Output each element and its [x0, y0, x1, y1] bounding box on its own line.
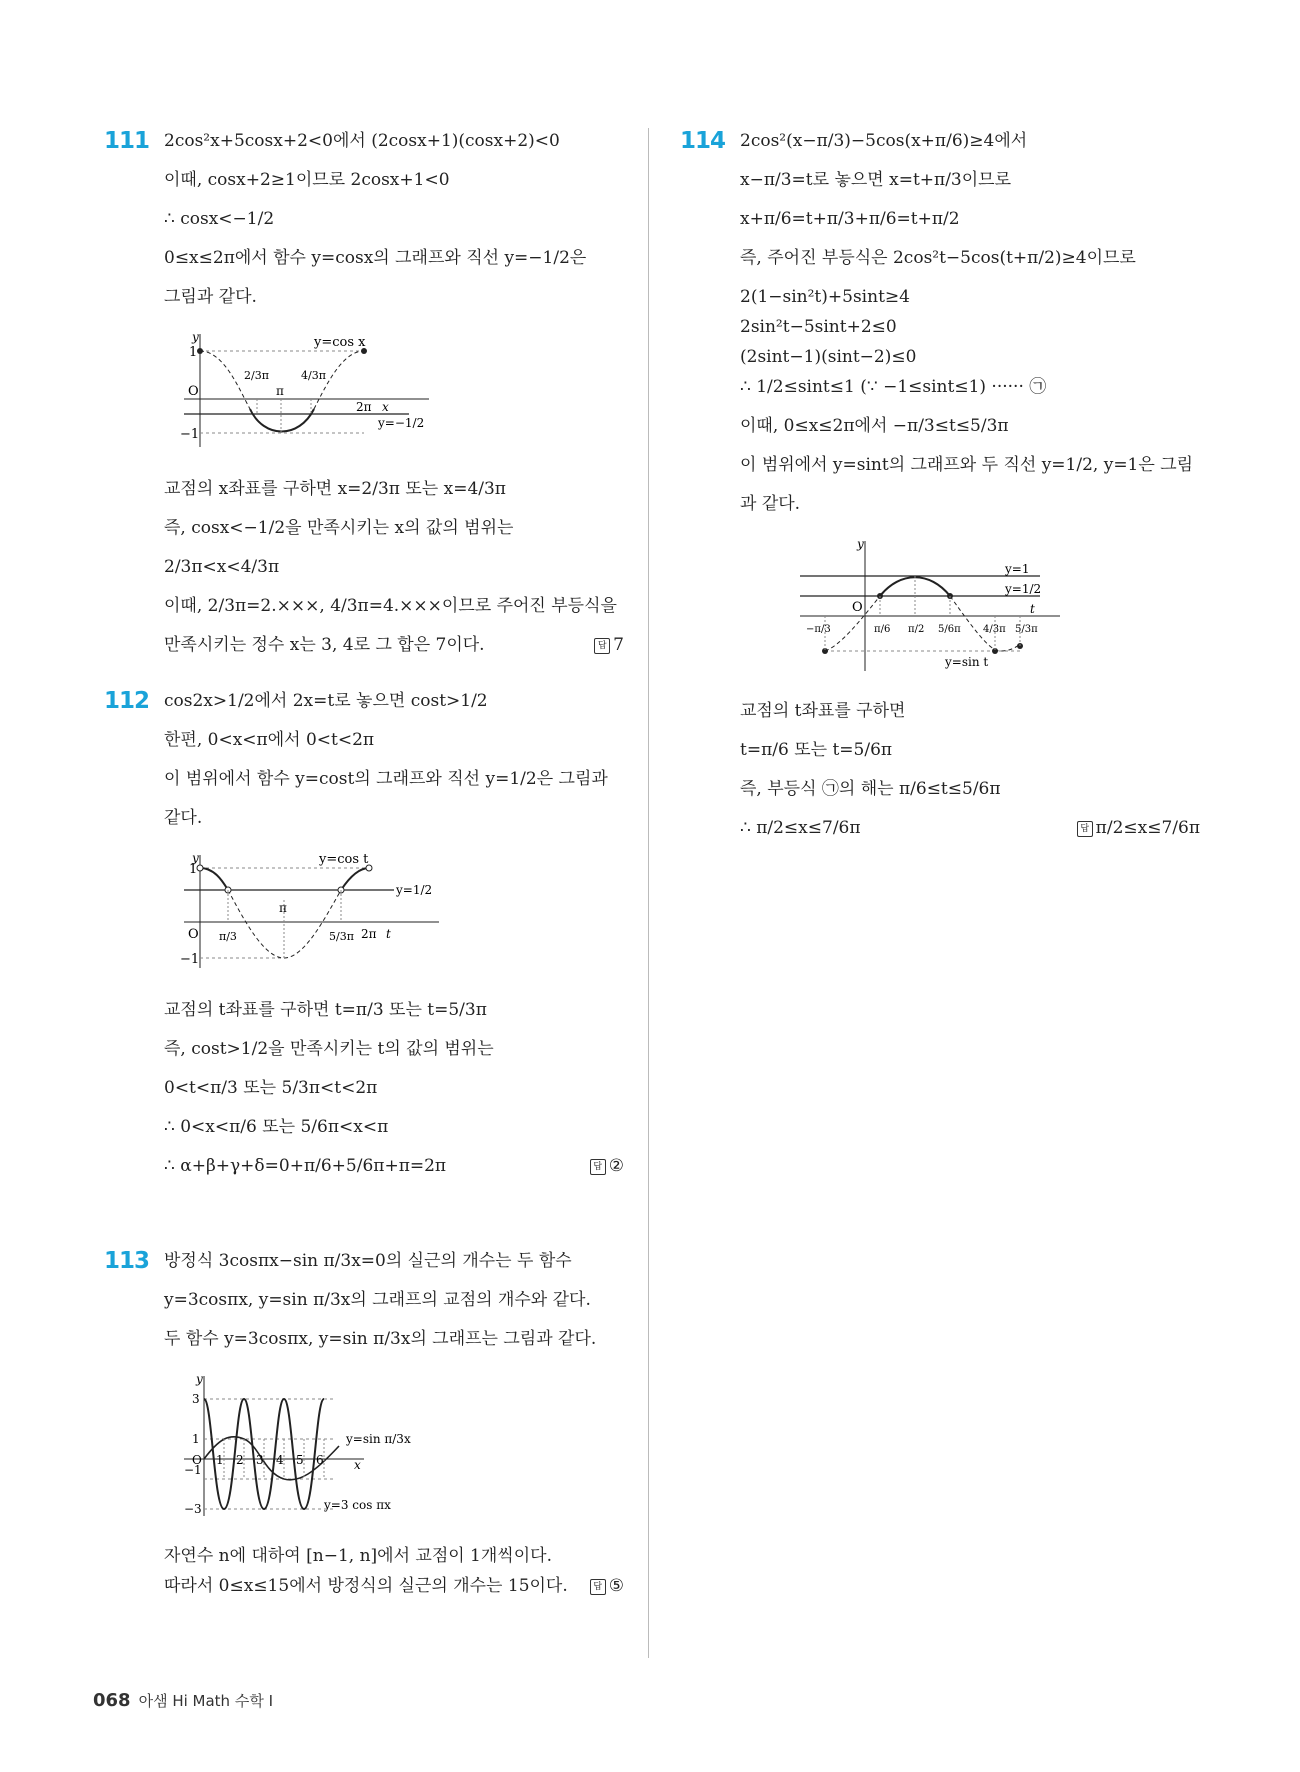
- answer-icon: 답: [590, 1159, 606, 1175]
- svg-text:5/6π: 5/6π: [938, 624, 961, 635]
- svg-text:π/6: π/6: [874, 624, 891, 635]
- solution-line: 과 같다.: [740, 494, 801, 514]
- answer-113: [590, 1573, 624, 1599]
- problem-number: 112: [104, 688, 150, 714]
- left-column: [104, 128, 624, 1612]
- solution-line: ∴ 1/2≤sint≤1 (∵ −1≤sint≤1) ······ ㉠: [740, 377, 1047, 397]
- solution-line: (2sint−1)(sint−2)≤0: [740, 347, 917, 367]
- svg-text:y=cos t: y=cos t: [319, 852, 369, 867]
- svg-text:5/3π: 5/3π: [329, 930, 354, 943]
- svg-text:5/3π: 5/3π: [1015, 624, 1038, 635]
- solution-line: 그림과 같다.: [164, 287, 257, 307]
- problem-114: [680, 128, 1200, 841]
- solution-line: 한편, 0<x<π에서 0<t<2π: [164, 730, 375, 750]
- svg-text:x: x: [354, 1458, 361, 1472]
- svg-text:π: π: [276, 384, 284, 398]
- problem-number: 113: [104, 1248, 150, 1274]
- solution-line: [164, 1573, 624, 1599]
- solution-line: 이때, cosx+2≥1이므로 2cosx+1<0: [164, 170, 450, 190]
- svg-text:2π: 2π: [361, 927, 377, 941]
- problem-number: 114: [680, 128, 726, 154]
- answer-icon: 답: [1077, 821, 1093, 837]
- answer-114: [1077, 815, 1200, 841]
- solution-line: ∴ 0<x<π/6 또는 5/6π<x<π: [164, 1117, 389, 1137]
- svg-text:1: 1: [189, 862, 198, 877]
- solution-line: 방정식 3cosπx−sin π/3x=0의 실근의 개수는 두 함수: [164, 1251, 572, 1271]
- right-column: [680, 128, 1200, 854]
- svg-text:−1: −1: [180, 427, 200, 442]
- answer-value: ⑤: [608, 1576, 624, 1596]
- svg-text:y=cos x: y=cos x: [314, 335, 366, 350]
- answer-value: 7: [613, 635, 624, 655]
- answer-icon: 답: [594, 638, 610, 654]
- solution-line: 2cos²(x−π/3)−5cos(x+π/6)≥4에서: [740, 131, 1028, 151]
- svg-text:1: 1: [192, 1432, 200, 1446]
- svg-text:5: 5: [296, 1453, 304, 1467]
- svg-text:−π/3: −π/3: [806, 624, 831, 635]
- solution-line: 교점의 t좌표를 구하면: [740, 701, 906, 721]
- graph-111: [164, 329, 464, 454]
- svg-text:π/3: π/3: [219, 930, 237, 943]
- solution-line: 0<t<π/3 또는 5/3π<t<2π: [164, 1078, 378, 1098]
- solution-line: ∴ cosx<−1/2: [164, 209, 275, 229]
- page-footer: [93, 1690, 273, 1711]
- svg-text:y: y: [196, 1372, 203, 1386]
- solution-line: [164, 1153, 624, 1179]
- svg-text:O: O: [188, 384, 199, 399]
- solution-text: 만족시키는 정수 x는 3, 4로 그 합은 7이다.: [164, 635, 485, 655]
- svg-text:O: O: [192, 1453, 202, 1467]
- answer-111: [594, 632, 624, 658]
- svg-text:4: 4: [276, 1453, 284, 1467]
- svg-text:O: O: [188, 927, 199, 942]
- solution-line: 이때, 0≤x≤2π에서 −π/3≤t≤5/3π: [740, 416, 1009, 436]
- svg-text:y: y: [857, 537, 864, 551]
- svg-text:−1: −1: [180, 952, 200, 967]
- answer-icon: 답: [590, 1579, 606, 1595]
- book-title: 아샘 Hi Math 수학 I: [138, 1692, 274, 1710]
- solution-line: 2/3π<x<4/3π: [164, 557, 280, 577]
- svg-text:y=1: y=1: [1005, 562, 1030, 576]
- problem-113: [104, 1248, 624, 1599]
- solution-line: 즉, cosx<−1/2을 만족시키는 x의 값의 범위는: [164, 518, 514, 538]
- solution-line: [740, 815, 1200, 841]
- problem-number: 111: [104, 128, 150, 154]
- solution-text: ∴ π/2≤x≤7/6π: [740, 818, 861, 838]
- solution-text: 따라서 0≤x≤15에서 방정식의 실근의 개수는 15이다.: [164, 1576, 568, 1596]
- svg-text:3: 3: [192, 1392, 200, 1406]
- solution-line: 교점의 x좌표를 구하면 x=2/3π 또는 x=4/3π: [164, 479, 506, 499]
- solution-line: 두 함수 y=3cosπx, y=sin π/3x의 그래프는 그림과 같다.: [164, 1329, 597, 1349]
- solution-line: 이때, 2/3π=2.×××, 4/3π=4.×××이므로 주어진 부등식을: [164, 596, 617, 616]
- solution-line: [164, 632, 624, 658]
- svg-text:3: 3: [256, 1453, 264, 1467]
- svg-text:1: 1: [189, 345, 198, 360]
- solution-line: 2(1−sin²t)+5sint≥4: [740, 287, 910, 307]
- solution-line: 교점의 t좌표를 구하면 t=π/3 또는 t=5/3π: [164, 1000, 487, 1020]
- solution-line: 0≤x≤2π에서 함수 y=cosx의 그래프와 직선 y=−1/2은: [164, 248, 587, 268]
- graph-113: [164, 1371, 464, 1521]
- problem-112: [104, 688, 624, 1248]
- svg-text:1: 1: [216, 1453, 224, 1467]
- svg-text:4/3π: 4/3π: [983, 624, 1006, 635]
- solution-line: x−π/3=t로 놓으면 x=t+π/3이므로: [740, 170, 1012, 190]
- svg-text:y: y: [192, 330, 199, 344]
- answer-112: [590, 1153, 624, 1179]
- solution-line: 2cos²x+5cosx+2<0에서 (2cosx+1)(cosx+2)<0: [164, 131, 560, 151]
- solution-line: t=π/6 또는 t=5/6π: [740, 740, 893, 760]
- svg-text:−3: −3: [184, 1502, 202, 1516]
- solution-line: x+π/6=t+π/3+π/6=t+π/2: [740, 209, 960, 229]
- solution-line: 즉, cost>1/2을 만족시키는 t의 값의 범위는: [164, 1039, 494, 1059]
- svg-text:x: x: [382, 400, 389, 414]
- svg-text:y: y: [192, 851, 199, 865]
- graph-112: [164, 850, 464, 975]
- svg-text:y=1/2: y=1/2: [396, 883, 433, 897]
- svg-text:π: π: [279, 901, 287, 915]
- svg-text:y=1/2: y=1/2: [1005, 582, 1042, 596]
- page-number: 068: [93, 1690, 131, 1711]
- svg-text:2π: 2π: [356, 400, 372, 414]
- svg-text:π/2: π/2: [908, 624, 925, 635]
- svg-text:t: t: [386, 927, 391, 941]
- solution-line: 이 범위에서 y=sint의 그래프와 두 직선 y=1/2, y=1은 그림: [740, 455, 1194, 475]
- solution-line: 자연수 n에 대하여 [n−1, n]에서 교점이 1개씩이다.: [164, 1546, 552, 1566]
- graph-114: [740, 536, 1080, 676]
- solution-line: 즉, 주어진 부등식은 2cos²t−5cos(t+π/2)≥4이므로: [740, 248, 1136, 268]
- solution-line: 즉, 부등식 ㉠의 해는 π/6≤t≤5/6π: [740, 779, 1001, 799]
- svg-text:O: O: [852, 600, 863, 615]
- svg-text:2/3π: 2/3π: [244, 369, 269, 382]
- svg-text:−1: −1: [184, 1463, 202, 1477]
- svg-text:y=sin t: y=sin t: [945, 655, 989, 669]
- svg-text:2: 2: [236, 1453, 244, 1467]
- solution-line: cos2x>1/2에서 2x=t로 놓으면 cost>1/2: [164, 691, 488, 711]
- solution-line: 같다.: [164, 808, 203, 828]
- solution-line: 2sin²t−5sint+2≤0: [740, 317, 897, 337]
- svg-text:6: 6: [316, 1453, 324, 1467]
- answer-value: ②: [608, 1156, 624, 1176]
- svg-text:y=sin π/3x: y=sin π/3x: [346, 1432, 411, 1446]
- column-divider: [648, 128, 649, 1658]
- svg-text:4/3π: 4/3π: [301, 369, 326, 382]
- problem-111: [104, 128, 624, 688]
- solution-line: 이 범위에서 함수 y=cost의 그래프와 직선 y=1/2은 그림과: [164, 769, 608, 789]
- svg-text:y=3 cos πx: y=3 cos πx: [324, 1498, 391, 1512]
- answer-value: π/2≤x≤7/6π: [1095, 818, 1200, 838]
- svg-text:y=−1/2: y=−1/2: [378, 416, 425, 430]
- solution-text: ∴ α+β+γ+δ=0+π/6+5/6π+π=2π: [164, 1156, 447, 1176]
- svg-text:t: t: [1030, 602, 1035, 616]
- solution-line: y=3cosπx, y=sin π/3x의 그래프의 교점의 개수와 같다.: [164, 1290, 591, 1310]
